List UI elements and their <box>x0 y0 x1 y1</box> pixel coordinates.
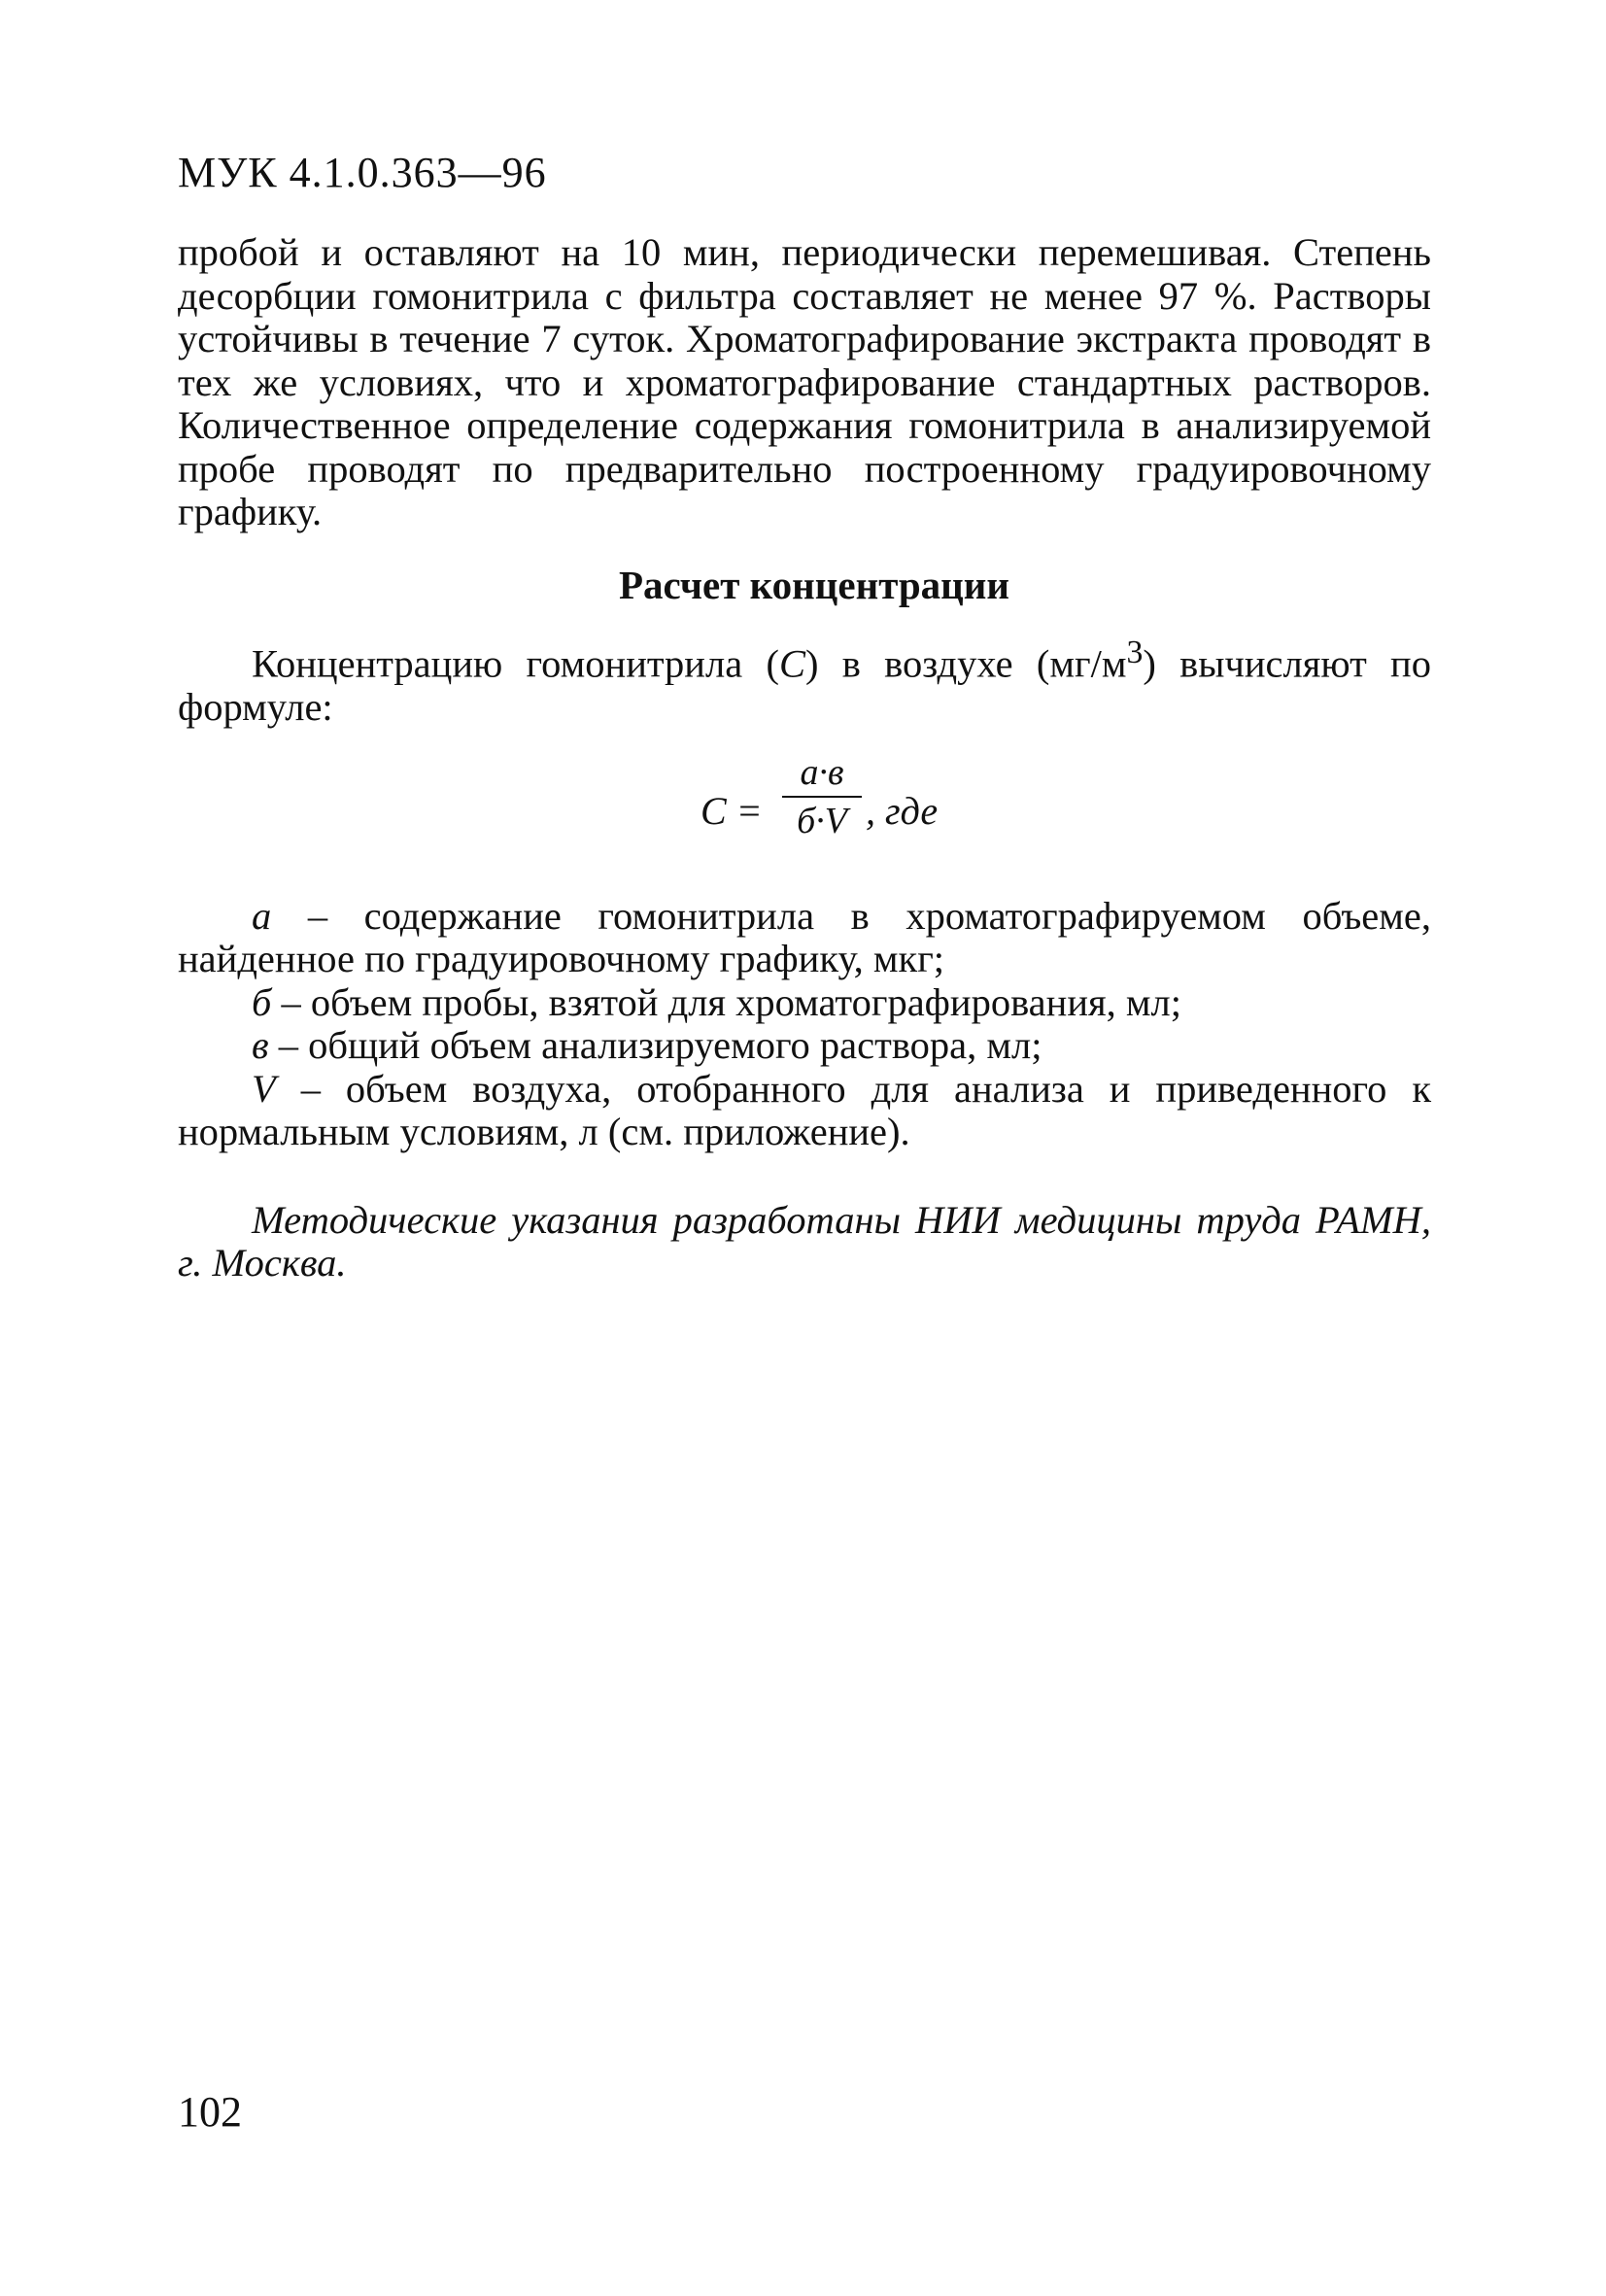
definition-symbol: в <box>252 1023 269 1067</box>
definition-symbol: а <box>252 893 272 938</box>
definition-symbol: V <box>252 1066 276 1111</box>
credit-note: Методические указания разработаны НИИ медицины труда РАМН, г. Москва. <box>178 1197 1431 1285</box>
concentration-variable: C <box>778 641 805 686</box>
unit-superscript: 3 <box>1126 634 1144 670</box>
definition-text: – содержание гомонитрила в хроматографируемом объеме, найденное по градуировочному графику, мкг; <box>178 893 1431 980</box>
formula-denominator: б·V <box>797 800 847 841</box>
fraction-bar <box>782 796 862 798</box>
section-title: Расчет концентрации <box>618 562 1010 607</box>
concentration-paragraph <box>178 632 1431 730</box>
definitions-list <box>178 895 1431 1154</box>
page-number: 102 <box>178 2088 242 2136</box>
formula <box>178 753 1431 870</box>
definition-item <box>178 981 1431 1025</box>
concentration-text-part-3: ) вычисляют по формуле: <box>178 641 1431 729</box>
definition-text: – объем воздуха, отобранного для анализа и приведенного к нормальным условиям, л (см. приложение). <box>178 1066 1431 1153</box>
definition-symbol: б <box>252 979 272 1024</box>
formula-numerator: а·в <box>800 751 844 793</box>
definition-item <box>178 895 1431 981</box>
formula-lhs: C = <box>700 788 763 833</box>
formula-fraction <box>782 753 862 840</box>
page-content <box>178 231 1431 1285</box>
concentration-text-part-1: Концентрацию гомонитрила ( <box>252 641 779 686</box>
definition-item <box>178 1024 1431 1068</box>
formula-tail: , где <box>866 788 939 833</box>
document-code-header: МУК 4.1.0.363—96 <box>178 149 547 196</box>
definition-text: – общий объем анализируемого раствора, мл; <box>268 1023 1042 1067</box>
definition-text: – объем пробы, взятой для хроматографирования, мл; <box>271 979 1181 1024</box>
concentration-text-part-2: ) в воздухе (мг/м <box>804 641 1127 686</box>
intro-paragraph: пробой и оставляют на 10 мин, периодически перемешивая. Степень десорбции гомонитрила с фильтра составляет не менее 97 %. Растворы устойчивы в течение 7 суток. Хроматографирование экстракта проводят в тех же условиях, что и хроматографирование стандартных растворов. Количественное определение содержания гомонитрила в анализируемой пробе проводят по предварительно построенному градуировочному графику. <box>178 230 1431 533</box>
definition-item <box>178 1068 1431 1154</box>
